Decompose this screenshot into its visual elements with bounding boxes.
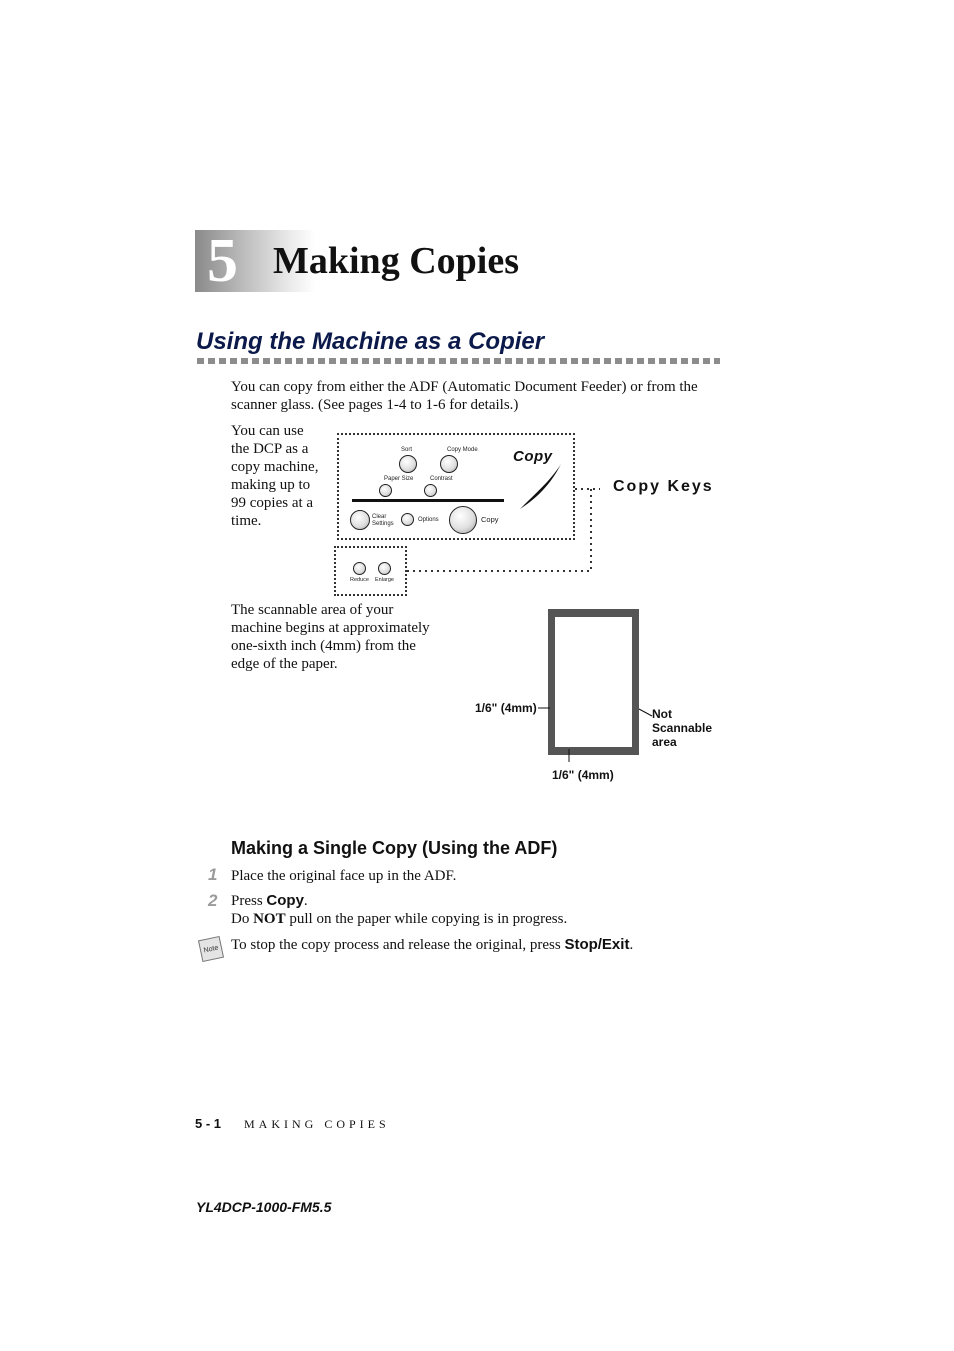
running-footer-chapter: MAKING COPIES [244,1117,390,1131]
bottom-margin-label: 1/6" (4mm) [552,768,614,782]
enlarge-button [378,562,391,575]
step-number: 2 [208,891,218,910]
document-id: YL4DCP-1000-FM5.5 [196,1199,332,1215]
reduce-enlarge-outline [334,546,407,596]
copy-keys-leader [400,480,600,580]
page-number: 5 - 1 [195,1116,222,1131]
sort-label: Sort [401,447,413,453]
step-text: Place the original face up in the ADF. [231,868,457,884]
enlarge-label: Enlarge [375,577,394,583]
note-text: To stop the copy process and release the original, press Stop/Exit. [231,936,634,953]
margin-leaders [536,700,656,770]
chapter-number: 5 [207,227,238,295]
copy-mode-label: Copy Mode [447,447,478,453]
step-warning: Do NOT pull on the paper while copying is in progress. [231,911,568,927]
clear-settings-button [350,510,370,530]
section-rule [197,358,720,364]
note-icon: Note [198,936,224,962]
options-label: Options [418,517,439,523]
copy-keys-callout: Copy Keys [613,478,714,495]
copy-key-name: Copy [266,892,304,909]
reduce-label: Reduce [350,577,369,583]
step-text: Press Copy. [231,892,308,909]
sort-button [399,455,417,473]
not-scannable-label: Not Scannable area [652,707,713,749]
section-title: Using the Machine as a Copier [196,328,545,355]
intro-paragraph: You can copy from either the ADF (Automatic Document Feeder) or from the scanner glass. (See pages 1-4 to 1-6 for details.) [231,379,698,413]
scannable-area-paragraph: The scannable area of your machine begins at approximately one-sixth inch (4mm) from the edge of the paper. [231,602,430,672]
dcp-copy-paragraph: You can use the DCP as a copy machine, making up to 99 copies at a time. [231,423,319,529]
contrast-label: Contrast [430,476,453,482]
clear-settings-label: Clear Settings [372,514,394,527]
copy-mode-button [440,455,458,473]
left-margin-label: 1/6" (4mm) [475,701,537,715]
stop-exit-key-name: Stop/Exit [564,936,630,953]
copy-label: Copy [481,515,499,524]
reduce-button [353,562,366,575]
paper-size-button [379,484,392,497]
chapter-title: Making Copies [273,240,519,282]
step-number: 1 [208,865,218,884]
subsection-title: Making a Single Copy (Using the ADF) [231,838,558,858]
paper-size-label: Paper Size [384,476,414,482]
copy-logo: Copy [513,448,553,465]
